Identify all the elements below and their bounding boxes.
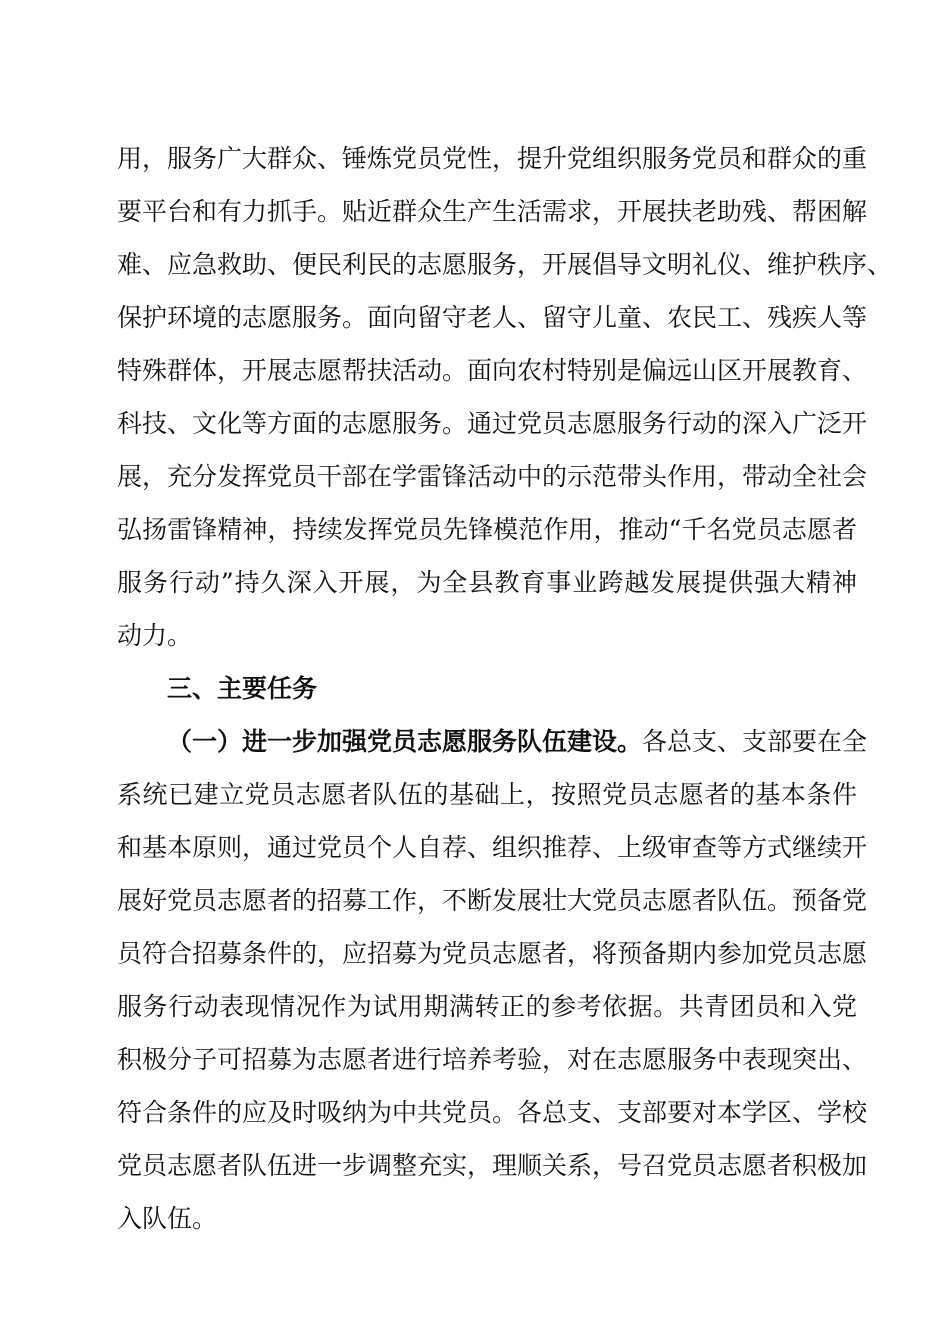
paragraph-line: 服务行动表现情况作为试用期满转正的参考依据。共青团员和入党 xyxy=(117,992,857,1021)
paragraph-line: 科技、文化等方面的志愿服务。通过党员志愿服务行动的深入广泛开 xyxy=(117,409,868,438)
paragraph-line: 难、应急救助、便民利民的志愿服务，开展倡导文明礼仪、维护秩序、 xyxy=(117,250,893,279)
paragraph-line: 展好党员志愿者的招募工作，不断发展壮大党员志愿者队伍。预备党 xyxy=(117,886,868,915)
paragraph-line: 和基本原则，通过党员个人自荐、组织推荐、上级审查等方式继续开 xyxy=(117,833,868,862)
section-heading: 三、主要任务 xyxy=(167,674,318,703)
subsection-title: （一）进一步加强党员志愿服务队伍建设。 xyxy=(167,727,643,756)
paragraph-line: 服务行动”持久深入开展，为全县教育事业跨越发展提供强大精神 xyxy=(117,568,857,597)
paragraph-line: 员符合招募条件的，应招募为党员志愿者，将预备期内参加党员志愿 xyxy=(117,939,868,968)
paragraph-line: 入队伍。 xyxy=(117,1204,218,1233)
paragraph-line: 特殊群体，开展志愿帮扶活动。面向农村特别是偏远山区开展教育、 xyxy=(117,356,868,385)
paragraph-line: 积极分子可招募为志愿者进行培养考验，对在志愿服务中表现突出、 xyxy=(117,1045,868,1074)
paragraph-line: 要平台和有力抓手。贴近群众生产生活需求，开展扶老助残、帮困解 xyxy=(117,197,868,226)
paragraph-line: 动力。 xyxy=(117,621,193,650)
paragraph-line: 保护环境的志愿服务。面向留守老人、留守儿童、农民工、残疾人等 xyxy=(117,303,868,332)
paragraph-line: 展，充分发挥党员干部在学雷锋活动中的示范带头作用，带动全社会 xyxy=(117,462,868,491)
paragraph-text: 各总支、支部要在全 xyxy=(642,727,868,756)
paragraph-first-line xyxy=(167,722,868,762)
paragraph-line: 系统已建立党员志愿者队伍的基础上，按照党员志愿者的基本条件 xyxy=(117,780,857,809)
paragraph-line: 党员志愿者队伍进一步调整充实，理顺关系，号召党员志愿者积极加 xyxy=(117,1151,868,1180)
paragraph-line: 符合条件的应及时吸纳为中共党员。各总支、支部要对本学区、学校 xyxy=(117,1098,868,1127)
paragraph-line: 弘扬雷锋精神，持续发挥党员先锋模范作用，推动“千名党员志愿者 xyxy=(117,515,857,544)
paragraph-line: 用，服务广大群众、锤炼党员党性，提升党组织服务党员和群众的重 xyxy=(117,144,868,173)
